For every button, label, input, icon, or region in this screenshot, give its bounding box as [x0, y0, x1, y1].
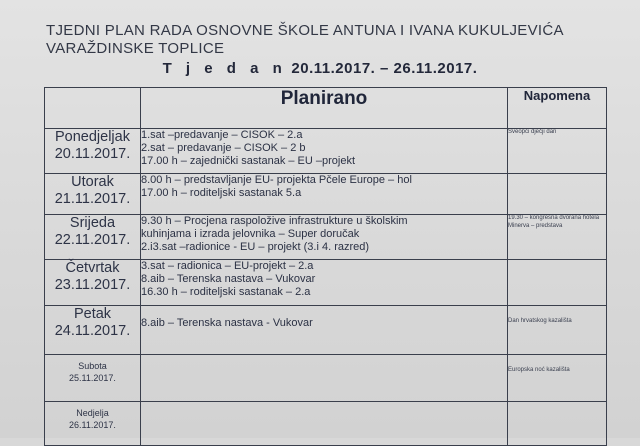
plan-entry: 8.aib – Terenska nastava - Vukovar	[141, 317, 313, 329]
plan-entry: 8.00 h – predstavljanje EU- projekta Pčele Europe – hol	[141, 174, 412, 186]
document-title	[46, 22, 606, 58]
table-row	[45, 174, 607, 215]
day-name: Petak	[73, 306, 112, 322]
header-planirano: Planirano	[141, 88, 508, 129]
day-cell-thursday	[45, 260, 141, 306]
plan-entry: 2.i3.sat –radionice - EU – projekt (3.i 4. razred)	[141, 241, 370, 253]
day-date: 23.11.2017.	[54, 277, 131, 293]
day-name: Subota	[78, 361, 107, 371]
plan-entry: 17.00 h – zajednički sastanak – EU –projekt	[141, 155, 356, 167]
plan-cell-sunday	[141, 402, 508, 446]
note-cell-thursday	[508, 260, 607, 306]
day-name: Utorak	[71, 174, 114, 190]
day-name: Ponedjeljak	[55, 129, 130, 145]
day-cell-wednesday	[45, 215, 141, 260]
plan-cell-monday	[141, 129, 508, 174]
week-range	[0, 60, 640, 77]
note-cell-friday: Dan hrvatskog kazališta	[508, 306, 607, 355]
day-date: 25.11.2017.	[69, 373, 116, 383]
table-row	[45, 260, 607, 306]
plan-cell-saturday	[141, 355, 508, 402]
note-cell-tuesday	[508, 174, 607, 215]
day-date: 20.11.2017.	[54, 146, 131, 162]
note-cell-wednesday: 19.30 – kongresna dvorana hotela Minerva – predstava	[508, 215, 607, 260]
header-day-cell	[45, 88, 141, 129]
plan-cell-wednesday	[141, 215, 508, 260]
day-cell-monday	[45, 129, 141, 174]
plan-cell-thursday	[141, 260, 508, 306]
plan-entry: 16.30 h – roditeljski sastanak – 2.a	[141, 286, 311, 298]
plan-entry: 2.sat – predavanje – CISOK – 2 b	[141, 142, 306, 154]
day-cell-friday	[45, 306, 141, 355]
table-header-row	[45, 88, 607, 129]
day-name: Četvrtak	[65, 260, 120, 276]
plan-entry: 1.sat –predavanje – CISOK – 2.a	[141, 129, 303, 141]
header-napomena: Napomena	[508, 88, 607, 129]
table-row	[45, 215, 607, 260]
table-row	[45, 306, 607, 355]
note-cell-saturday: Europska noć kazališta	[508, 355, 607, 402]
table-row	[45, 129, 607, 174]
note-cell-monday: Sveopći dječji dan	[508, 129, 607, 174]
week-label: T j e d a n	[162, 60, 287, 77]
week-dates: 20.11.2017. – 26.11.2017.	[291, 60, 478, 77]
day-name: Nedjelja	[76, 408, 109, 418]
note-cell-sunday	[508, 402, 607, 446]
plan-cell-friday	[141, 306, 508, 355]
plan-cell-tuesday	[141, 174, 508, 215]
table-row	[45, 355, 607, 402]
table-row	[45, 402, 607, 446]
title-line-1: TJEDNI PLAN RADA OSNOVNE ŠKOLE ANTUNA I IVANA KUKULJEVIĆA	[46, 22, 564, 39]
day-date: 22.11.2017.	[54, 232, 131, 248]
plan-entry: 9.30 h – Procjena raspoložive infrastrukture u školskim	[141, 215, 408, 227]
title-line-2: VARAŽDINSKE TOPLICE	[46, 40, 225, 57]
day-cell-tuesday	[45, 174, 141, 215]
day-name: Srijeda	[69, 215, 116, 231]
plan-entry: kuhinjama i izrada jelovnika – Super doručak	[141, 228, 360, 240]
day-cell-saturday	[45, 355, 141, 402]
day-date: 21.11.2017.	[54, 191, 131, 207]
plan-entry: 17.00 h – roditeljski sastanak 5.a	[141, 187, 302, 199]
day-cell-sunday	[45, 402, 141, 446]
day-date: 26.11.2017.	[69, 420, 116, 430]
plan-entry: 8.aib – Terenska nastava – Vukovar	[141, 273, 316, 285]
day-date: 24.11.2017.	[54, 323, 131, 339]
weekly-plan-table	[44, 87, 607, 446]
plan-entry: 3.sat – radionica – EU-projekt – 2.a	[141, 260, 314, 272]
